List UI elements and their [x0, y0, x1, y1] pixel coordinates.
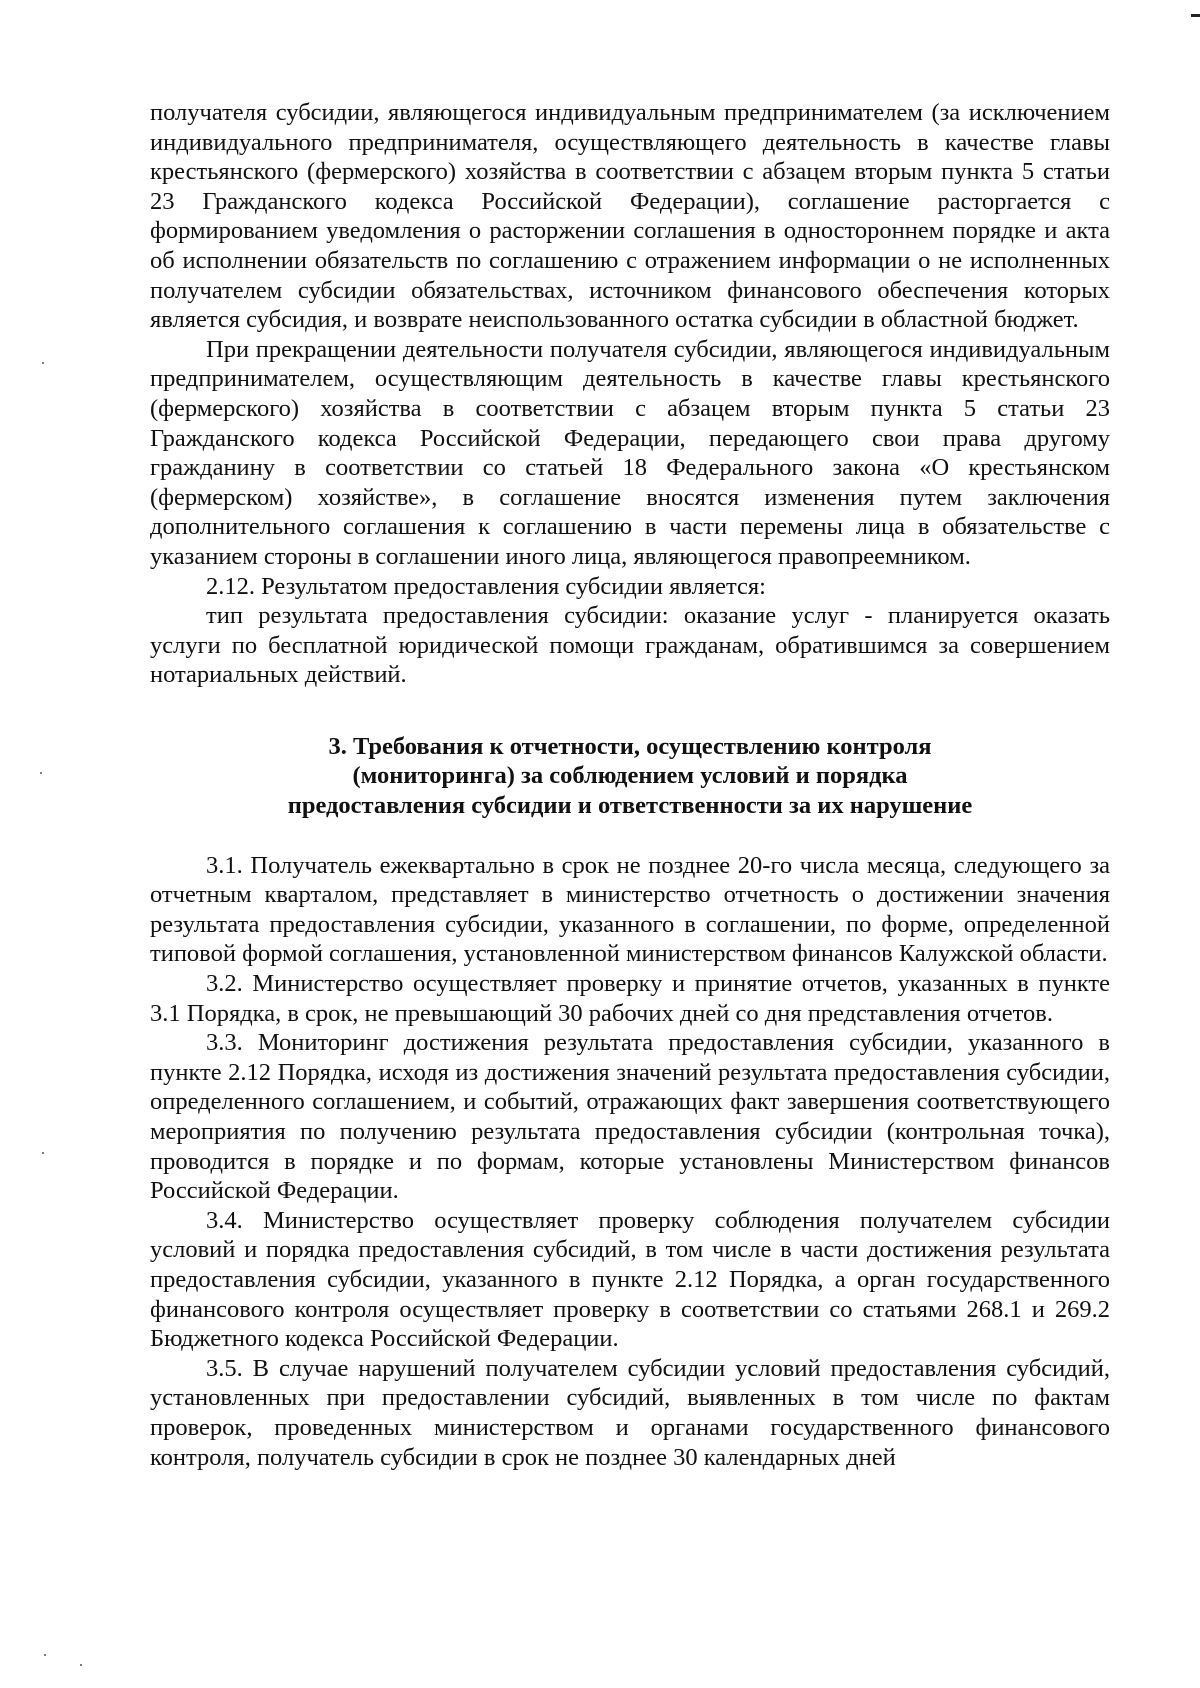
paragraph-termination: При прекращении деятельности получателя субсидии, являющегося индивидуальным предпринимателем, осуществляющим деятельность в качестве главы крестьянского (фермерского) хозяйства в соответствии с абзацем вторым пункта 5 статьи 23 Гражданского кодекса Российской Федерации, передающего свои права другому гражданину в соответствии со статьей 18 Федерального закона «О крестьянском (фермерском) хозяйстве», в соглашение вносятся изменения путем заключения дополнительного соглашения к соглашению в части перемены лица в обязательстве с указанием стороны в соглашении иного лица, являющегося правопреемником.	[150, 335, 1110, 570]
paragraph-3-1: 3.1. Получатель ежеквартально в срок не позднее 20-го числа месяца, следующего за отчетным кварталом, представляет в министерство отчетность о достижении значения результата предоставления субсидии, указанного в соглашении, по форме, определенной типовой формой соглашения, установленной министерством финансов Калужской области.	[150, 851, 1110, 968]
document-body	[150, 98, 1110, 1472]
paragraph-2-12: 2.12. Результатом предоставления субсидии является:	[206, 572, 766, 600]
section-title-line-3: предоставления субсидии и ответственности за их нарушение	[287, 792, 973, 820]
section-3-title	[150, 732, 1110, 821]
scan-corner-mark	[1191, 14, 1200, 17]
scan-speck	[42, 362, 44, 364]
paragraph-continuation: получателя субсидии, являющегося индивидуальным предпринимателем (за исключением индивидуального предпринимателя, осуществляющего деятельность в качестве главы крестьянского (фермерского) хозяйства в соответствии с абзацем вторым пункта 5 статьи 23 Гражданского кодекса Российской Федерации), соглашение расторгается с формированием уведомления о расторжении соглашения в одностороннем порядке и акта об исполнении обязательств по соглашению с отражением информации о не исполненных получателем субсидии обязательствах, источником финансового обеспечения которых является субсидия, и возврате неиспользованного остатка субсидии в областной бюджет.	[150, 99, 1110, 334]
paragraph-3-4: 3.4. Министерство осуществляет проверку соблюдения получателем субсидии условий и порядка предоставления субсидий, в том числе в части достижения результата предоставления субсидии, указанного в пункте 2.12 Порядка, а орган государственного финансового контроля осуществляет проверку в соответствии со статьями 268.1 и 269.2 Бюджетного кодекса Российской Федерации.	[150, 1206, 1110, 1353]
paragraph-result-type: тип результата предоставления субсидии: оказание услуг - планируется оказать услуги по бесплатной юридической помощи гражданам, обратившимся за совершением нотариальных действий.	[150, 602, 1110, 689]
scan-speck	[44, 1654, 46, 1656]
scan-speck	[40, 772, 42, 774]
paragraph-3-3: 3.3. Мониторинг достижения результата предоставления субсидии, указанного в пункте 2.12 Порядка, исходя из достижения значений результата предоставления субсидии, определенного соглашением, и событий, отражающих факт завершения соответствующего мероприятия по получению результата предоставления субсидии (контрольная точка), проводится в порядке и по формам, которые установлены Министерством финансов Российской Федерации.	[150, 1029, 1110, 1205]
section-title-line-1: 3. Требования к отчетности, осуществлению контроля	[328, 732, 932, 760]
paragraph-3-5: 3.5. В случае нарушений получателем субсидии условий предоставления субсидий, установленных при предоставлении субсидий, выявленных в том числе по фактам проверок, проведенных министерством и органами государственного финансового контроля, получатель субсидии в срок не позднее 30 календарных дней	[150, 1354, 1110, 1471]
scan-speck	[80, 1664, 82, 1666]
paragraph-3-2: 3.2. Министерство осуществляет проверку и принятие отчетов, указанных в пункте 3.1 Порядка, в срок, не превышающий 30 рабочих дней со дня представления отчетов.	[150, 970, 1110, 1027]
scan-speck	[42, 1152, 44, 1154]
section-title-line-2: (мониторинга) за соблюдением условий и порядка	[352, 762, 908, 790]
